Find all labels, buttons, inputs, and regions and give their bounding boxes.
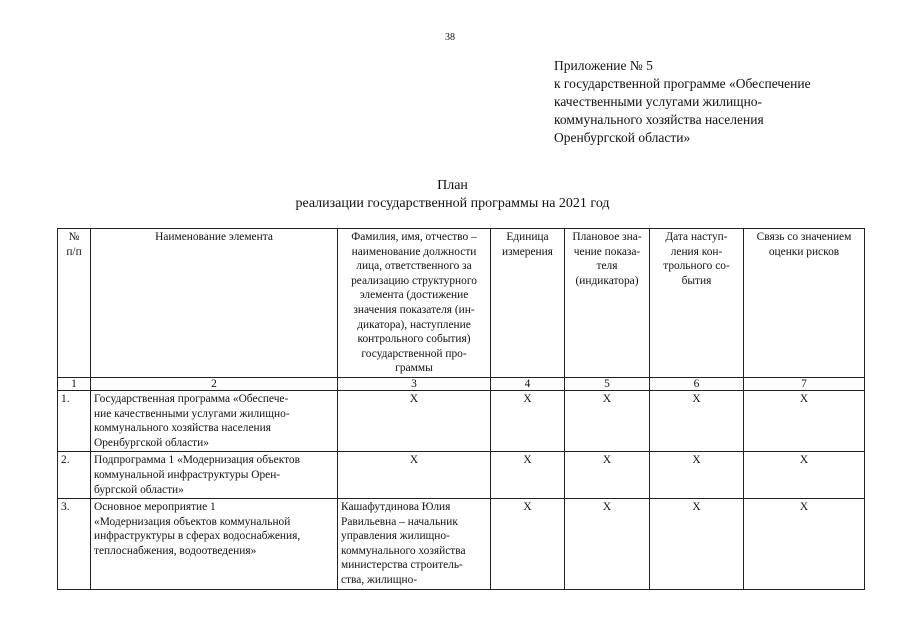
- table-row: [58, 499, 865, 590]
- risk-link: X: [744, 452, 865, 499]
- column-number: 2: [91, 377, 338, 390]
- plan-value: X: [565, 499, 650, 590]
- column-number-row: [58, 377, 865, 390]
- row-number: 1.: [58, 390, 91, 451]
- responsible-person: Кашафутдинова Юлия Равильевна – начальник управления жилищно- коммунального хозяйства министерства строитель- ства, жилищно-: [338, 499, 491, 590]
- appendix-line: Приложение № 5: [554, 58, 653, 73]
- appendix-line: коммунального хозяйства населения: [554, 112, 764, 127]
- column-number: 4: [491, 377, 565, 390]
- header-cell-num: № п/п: [58, 229, 91, 378]
- appendix-line: качественными услугами жилищно-: [554, 94, 763, 109]
- event-date: X: [650, 499, 744, 590]
- column-number: 5: [565, 377, 650, 390]
- unit-value: X: [491, 499, 565, 590]
- plan-value: X: [565, 390, 650, 451]
- table-row: [58, 390, 865, 451]
- risk-link: X: [744, 390, 865, 451]
- responsible-person: X: [338, 452, 491, 499]
- header-cell-plan-value: Плановое зна- чение показа- теля (индикатора): [565, 229, 650, 378]
- risk-link: X: [744, 499, 865, 590]
- plan-table: [57, 228, 865, 590]
- responsible-person: X: [338, 390, 491, 451]
- appendix-line: к государственной программе «Обеспечение: [554, 76, 811, 91]
- column-number: 7: [744, 377, 865, 390]
- header-row: [58, 229, 865, 378]
- header-cell-responsible: Фамилия, имя, отчество – наименование должности лица, ответственного за реализацию структурного элемента (достижение значения показателя (ин- дикатора), наступление контрольного события) государственной про- граммы: [338, 229, 491, 378]
- appendix-block: [554, 57, 811, 147]
- appendix-line: Оренбургской области»: [554, 130, 691, 145]
- table-row: [58, 452, 865, 499]
- event-date: X: [650, 452, 744, 499]
- event-date: X: [650, 390, 744, 451]
- column-number: 6: [650, 377, 744, 390]
- row-number: 2.: [58, 452, 91, 499]
- page-number: 38: [445, 32, 455, 43]
- unit-value: X: [491, 390, 565, 451]
- plan-subtitle: реализации государственной программы на 2021 год: [295, 196, 610, 211]
- unit-value: X: [491, 452, 565, 499]
- header-cell-event-date: Дата наступ- ления кон- трольного со- бытия: [650, 229, 744, 378]
- header-cell-name: Наименование элемента: [91, 229, 338, 378]
- element-name: Основное мероприятие 1 «Модернизация объектов коммунальной инфраструктуры в сферах водоснабжения, теплоснабжения, водоотведения»: [91, 499, 338, 590]
- plan-value: X: [565, 452, 650, 499]
- row-number: 3.: [58, 499, 91, 590]
- header-cell-risk: Связь со значением оценки рисков: [744, 229, 865, 378]
- plan-title: План: [437, 178, 468, 193]
- header-cell-unit: Единица измерения: [491, 229, 565, 378]
- element-name: Подпрограмма 1 «Модернизация объектов коммунальной инфраструктуры Орен- бургской области»: [91, 452, 338, 499]
- element-name: Государственная программа «Обеспече- ние качественными услугами жилищно- коммунального хозяйства населения Оренбургской области»: [91, 390, 338, 451]
- column-number: 3: [338, 377, 491, 390]
- column-number: 1: [58, 377, 91, 390]
